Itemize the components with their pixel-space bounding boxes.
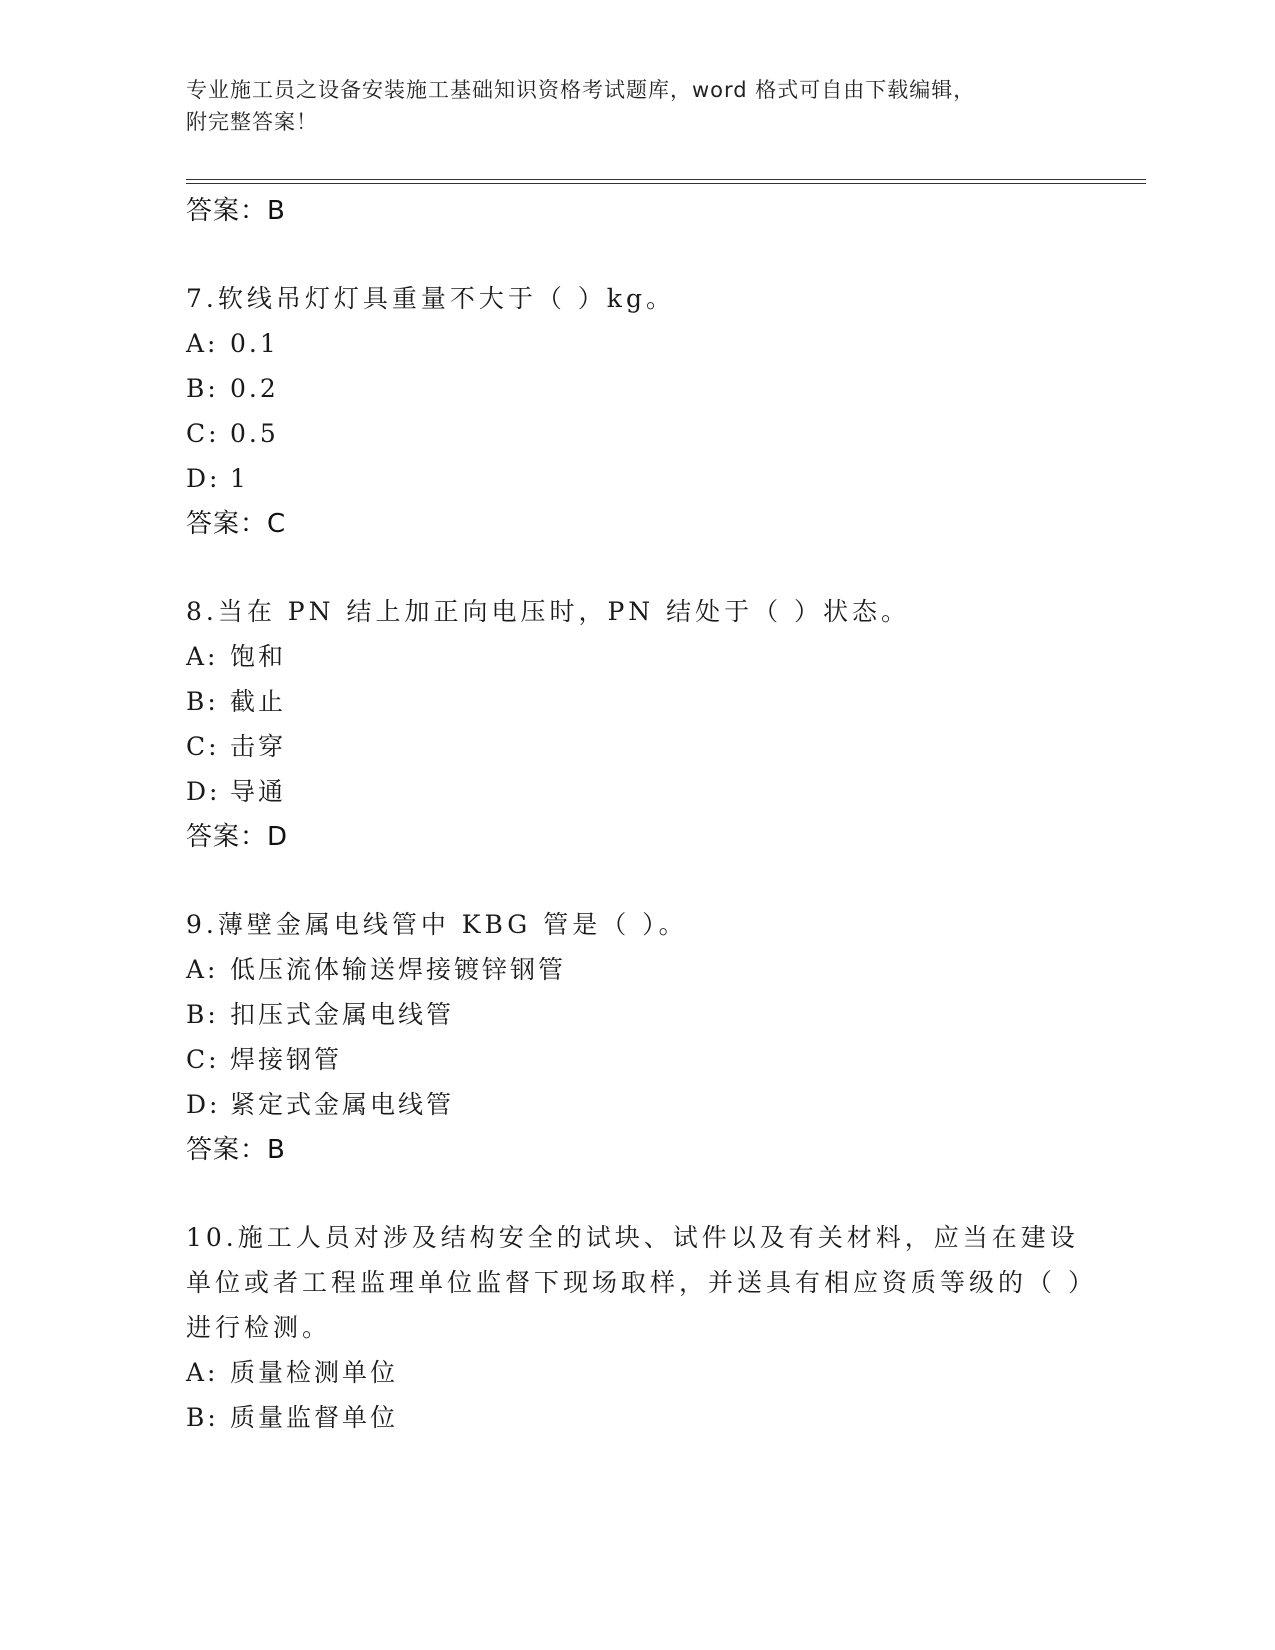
header-divider-bottom [186, 183, 1146, 184]
option-letter: B: [186, 687, 219, 716]
option-text: 质量监督单位 [230, 1403, 399, 1432]
header-divider-top [186, 179, 1146, 180]
option-d [186, 769, 1086, 814]
option-letter: D: [186, 777, 221, 806]
option-letter: C: [186, 1045, 220, 1074]
option-letter: C: [186, 419, 220, 448]
option-letter: D: [186, 464, 221, 493]
option-c [186, 411, 1086, 456]
option-letter: A: [186, 329, 219, 358]
question-7 [186, 276, 1086, 547]
question-text: 10.施工人员对涉及结构安全的试块、试件以及有关材料，应当在建设单位或者工程监理单位监督下现场取样，并送具有相应资质等级的（ ）进行检测。 [186, 1223, 1085, 1342]
option-a [186, 947, 1086, 992]
option-b [186, 992, 1086, 1037]
option-text: 1 [230, 464, 249, 493]
question-text: 7.软线吊灯灯具重量不大于（ ）kg。 [186, 284, 675, 313]
question-9 [186, 902, 1086, 1173]
option-text: 0.2 [230, 374, 279, 403]
option-text: 导通 [230, 777, 287, 806]
option-text: 低压流体输送焊接镀锌钢管 [230, 955, 567, 984]
option-d [186, 1082, 1086, 1127]
option-c [186, 724, 1086, 769]
question-8 [186, 589, 1086, 860]
question-text: 9.薄壁金属电线管中 KBG 管是（ ）。 [186, 910, 688, 939]
option-letter: A: [186, 1358, 219, 1387]
option-text: 0.1 [230, 329, 279, 358]
option-letter: B: [186, 1000, 219, 1029]
option-text: 焊接钢管 [230, 1045, 343, 1074]
option-letter: B: [186, 1403, 219, 1432]
answer-line: 答案：D [186, 822, 289, 852]
answer-line: 答案：C [186, 509, 287, 539]
option-text: 饱和 [230, 642, 287, 671]
answer-line: 答案：B [186, 1135, 286, 1165]
option-d [186, 456, 1086, 501]
option-letter: A: [186, 642, 219, 671]
header-title-line-1: 专业施工员之设备安装施工基础知识资格考试题库，word 格式可自由下载编辑， [186, 78, 976, 102]
option-text: 质量检测单位 [230, 1358, 399, 1387]
option-letter: A: [186, 955, 219, 984]
option-letter: C: [186, 732, 220, 761]
option-b [186, 1395, 1086, 1440]
option-letter: B: [186, 374, 219, 403]
question-text: 8.当在 PN 结上加正向电压时，PN 结处于（ ）状态。 [186, 597, 911, 626]
question-10 [186, 1215, 1086, 1440]
option-text: 扣压式金属电线管 [230, 1000, 455, 1029]
header-title-line-2: 附完整答案！ [186, 110, 318, 134]
option-b [186, 679, 1086, 724]
option-a [186, 321, 1086, 366]
option-text: 紧定式金属电线管 [230, 1090, 455, 1119]
option-text: 击穿 [230, 732, 287, 761]
previous-question-answer: 答案：B [186, 196, 286, 226]
option-a [186, 1350, 1086, 1395]
option-letter: D: [186, 1090, 221, 1119]
document-header [186, 74, 1086, 138]
document-body [186, 188, 1086, 1440]
option-text: 截止 [230, 687, 287, 716]
option-c [186, 1037, 1086, 1082]
option-b [186, 366, 1086, 411]
option-text: 0.5 [230, 419, 279, 448]
option-a [186, 634, 1086, 679]
